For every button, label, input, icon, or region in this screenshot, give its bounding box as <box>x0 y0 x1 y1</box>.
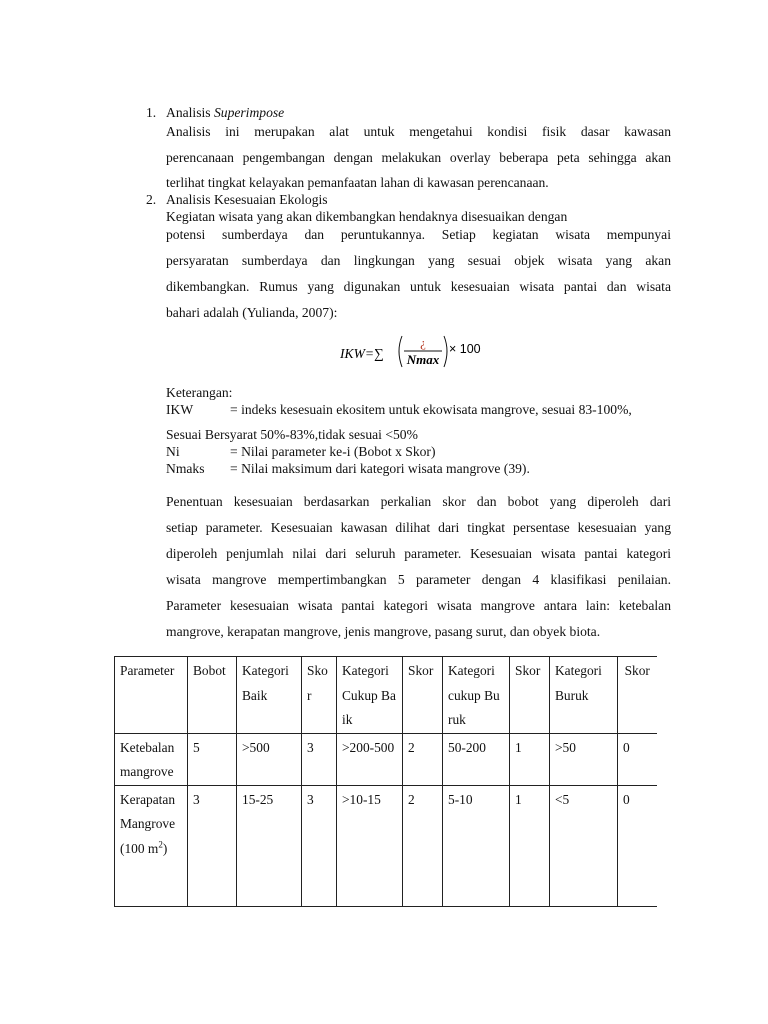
table-cell: >200-500 <box>337 733 403 785</box>
table-cell: 3 <box>302 733 337 785</box>
header-cell: Bobot <box>188 657 237 734</box>
paragraph-line-4: wisata mangrove mempertimbangkan 5 parameter dengan 4 klasifikasi penilaian. <box>166 572 671 587</box>
table-cell: 5 <box>188 733 237 785</box>
formula-denominator: Nmax <box>406 352 440 367</box>
item1-title-italic: Superimpose <box>213 105 285 120</box>
item1-line-3: terlihat tingkat kelayakan pemanfaatan lahan di kawasan perencanaan. <box>166 175 549 190</box>
table-row <box>115 733 657 785</box>
item1-number: 1. <box>146 105 157 120</box>
paragraph-line-3: diperoleh penjumlah nilai dari seluruh parameter. Kesesuaian wisata pantai kategori <box>166 546 671 561</box>
nmaks-term: Nmaks <box>166 461 205 476</box>
table-cell: 50-200 <box>443 733 510 785</box>
item2-line-4: dikembangkan. Rumus yang digunakan untuk kesesuaian wisata pantai dan wisata <box>166 279 671 294</box>
header-cell: Kategori Baik <box>237 657 302 734</box>
header-cell: Kategori Buruk <box>550 657 618 734</box>
header-cell: Kategori cukup Buruk <box>443 657 510 734</box>
table-cell: 0 <box>618 785 657 906</box>
table-cell: >50 <box>550 733 618 785</box>
table-cell: 1 <box>510 733 550 785</box>
table-cell: 3 <box>188 785 237 906</box>
item2-line-5: bahari adalah (Yulianda, 2007): <box>166 305 338 320</box>
table-cell: <5 <box>550 785 618 906</box>
header-cell: Kategori Cukup Baik <box>337 657 403 734</box>
table-cell: >500 <box>237 733 302 785</box>
paragraph-line-2: setiap parameter. Kesesuaian kawasan dilihat dari tingkat persentase kesesuaian yang <box>166 520 671 535</box>
paragraph-line-6: mangrove, kerapatan mangrove, jenis mangrove, pasang surut, dan obyek biota. <box>166 624 601 639</box>
table-cell: 5-10 <box>443 785 510 906</box>
left-paren-icon <box>399 336 402 367</box>
table-cell: >10-15 <box>337 785 403 906</box>
ni-term: Ni <box>166 444 180 459</box>
formula-multiplier: × 100 <box>449 342 481 356</box>
table-cell: Ketebalan mangrove <box>115 733 188 785</box>
formula-numerator: ¿ <box>420 335 426 350</box>
table-header-row <box>115 657 657 734</box>
formula-lhs: IKW=∑ <box>340 346 384 361</box>
header-cell: Skor <box>403 657 443 734</box>
ikw-definition-cont: Sesuai Bersyarat 50%-83%,tidak sesuai <50% <box>166 427 418 442</box>
row2-parameter-text: Kerapatan Mangrove (100 m <box>120 791 176 856</box>
table-cell: 1 <box>510 785 550 906</box>
item2-line-3: persyaratan sumberdaya dan lingkungan yang sesuai objek wisata yang akan <box>166 253 671 268</box>
item1-line-2: perencanaan pengembangan dengan melakukan overlay beberapa peta sehingga akan <box>166 150 671 165</box>
table-cell: 2 <box>403 785 443 906</box>
ikw-definition: = indeks kesesuain ekositem untuk ekowisata mangrove, sesuai 83-100%, <box>230 402 632 417</box>
header-cell: Skor <box>510 657 550 734</box>
header-cell: Parameter <box>115 657 188 734</box>
row2-superscript: 2 <box>158 839 163 850</box>
table-cell: 15-25 <box>237 785 302 906</box>
paragraph-line-1: Penentuan kesesuaian berdasarkan perkalian skor dan bobot yang diperoleh dari <box>166 494 671 509</box>
table-cell: 3 <box>302 785 337 906</box>
item1-line-1: Analisis ini merupakan alat untuk mengetahui kondisi fisik dasar kawasan <box>166 124 671 139</box>
item2-number: 2. <box>146 192 157 207</box>
header-cell: Skor <box>618 657 657 734</box>
table-row <box>115 785 657 906</box>
item2-line-1: Kegiatan wisata yang akan dikembangkan hendaknya disesuaikan dengan <box>166 209 568 224</box>
right-paren-icon <box>444 336 447 367</box>
table-cell: 0 <box>618 733 657 785</box>
table-cell: 2 <box>403 733 443 785</box>
item1-title <box>166 105 284 121</box>
row2-suffix: ) <box>162 840 168 856</box>
ni-definition: = Nilai parameter ke-i (Bobot x Skor) <box>230 444 436 459</box>
table-cell-parameter <box>115 785 188 906</box>
paragraph-line-5: Parameter kesesuaian wisata pantai kategori wisata mangrove antara lain: ketebalan <box>166 598 671 613</box>
item1-title-plain: Analisis <box>166 105 214 120</box>
suitability-table <box>114 656 657 907</box>
item2-line-2: potensi sumberdaya dan peruntukannya. Setiap kegiatan wisata mempunyai <box>166 227 671 242</box>
item2-title: Analisis Kesesuaian Ekologis <box>166 192 328 207</box>
ikw-formula <box>340 333 500 373</box>
nmaks-definition: = Nilai maksimum dari kategori wisata mangrove (39). <box>230 461 530 476</box>
keterangan-heading: Keterangan: <box>166 385 233 400</box>
header-cell: Skor <box>302 657 337 734</box>
ikw-term: IKW <box>166 402 194 417</box>
